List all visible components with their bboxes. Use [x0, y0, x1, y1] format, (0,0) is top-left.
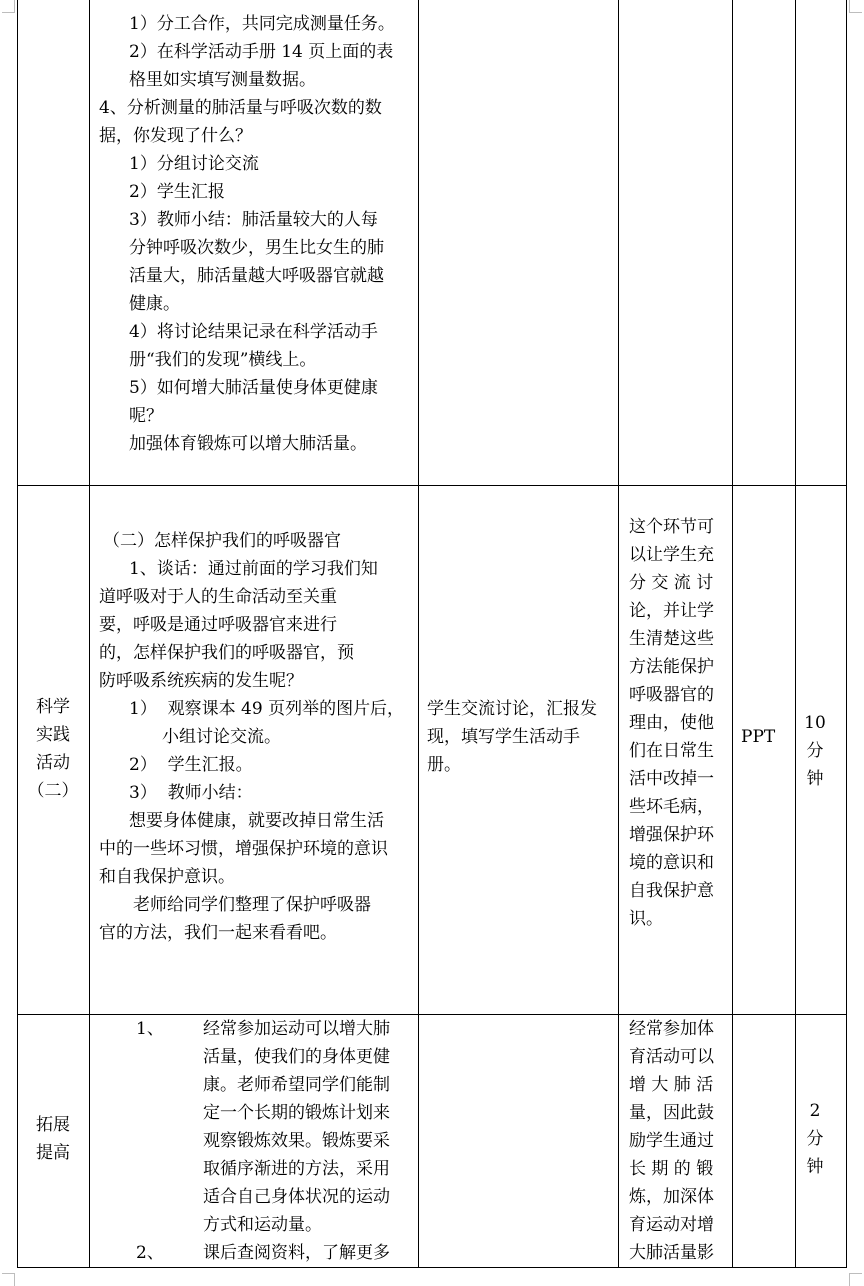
student-activity-line: 现，填写学生活动手 — [427, 727, 580, 747]
student-activity-line: 册。 — [427, 755, 461, 775]
process-line: 2）学生汇报 — [129, 182, 225, 202]
table-border — [618, 0, 619, 1268]
media-label: PPT — [741, 727, 776, 747]
design-intent-line: 识。 — [629, 909, 663, 929]
design-intent-line: 生清楚这些 — [629, 629, 714, 649]
item-number: 2、 — [136, 1243, 164, 1263]
extension-line: 定一个长期的锻炼计划来 — [203, 1103, 390, 1123]
teacher-activity-line: 的，怎样保护我们的呼吸器官，预 — [99, 643, 354, 663]
design-intent-line: 方法能保护 — [629, 657, 714, 677]
design-intent-line: 增强保护环 — [629, 825, 714, 845]
table-border — [795, 0, 796, 1268]
item-number: 1、 — [136, 1019, 164, 1039]
teacher-activity-line: 3） 教师小结： — [129, 783, 253, 803]
design-intent-line: 炼，加深体 — [629, 1187, 714, 1207]
table-border — [418, 0, 419, 1268]
extension-line: 活量，使我们的身体更健 — [203, 1047, 390, 1067]
extension-line: 康。老师希望同学们能制 — [203, 1075, 390, 1095]
time-label — [795, 709, 835, 793]
lesson-plan-table — [17, 0, 847, 1268]
design-intent-line: 育运动对增 — [629, 1215, 714, 1235]
page-corner-mark — [2, 1273, 15, 1286]
teacher-activity-line: 老师给同学们整理了保护呼吸器 — [133, 895, 371, 915]
extension-line: 适合自己身体状况的运动 — [203, 1187, 390, 1207]
design-intent-line: 活中改掉一 — [629, 769, 714, 789]
process-line: 册“我们的发现”横线上。 — [129, 350, 317, 370]
design-intent-line: 以让学生充 — [629, 545, 714, 565]
design-intent-line: 理由，使他 — [629, 713, 714, 733]
table-row-divider — [17, 485, 847, 486]
design-intent-line: 大肺活量影 — [629, 1243, 714, 1263]
process-line: 据，你发现了什么？ — [99, 126, 252, 146]
design-intent-line: 些坏毛病， — [629, 797, 714, 817]
process-line: 格里如实填写测量数据。 — [129, 70, 316, 90]
time-label-line: 钟 — [806, 769, 824, 789]
page-corner-mark — [849, 1273, 862, 1286]
stage-label-line: 实践 — [36, 725, 70, 745]
teacher-activity-line: 要，呼吸是通过呼吸器官来进行 — [99, 615, 337, 635]
teacher-activity-line: （二）怎样保护我们的呼吸器官 — [103, 531, 341, 551]
process-line: 呢？ — [129, 406, 163, 426]
page-corner-mark — [2, 0, 15, 13]
design-intent-line: 增 大 肺 活 — [629, 1075, 714, 1095]
stage-label-line: （二） — [27, 781, 79, 801]
process-line: 分钟呼吸次数少，男生比女生的肺 — [129, 238, 384, 258]
design-intent-line: 励学生通过 — [629, 1131, 714, 1151]
process-line: 1）分组讨论交流 — [129, 154, 259, 174]
design-intent-line: 分 交 流 讨 — [629, 573, 714, 593]
extension-line: 观察锻炼效果。锻炼要采 — [203, 1131, 390, 1151]
stage-label-line: 科学 — [36, 697, 70, 717]
design-intent-line: 们在日常生 — [629, 741, 714, 761]
page-corner-mark — [849, 0, 862, 13]
time-label — [795, 1097, 835, 1181]
process-line: 4、分析测量的肺活量与呼吸次数的数 — [99, 98, 382, 118]
design-intent-line: 经常参加体 — [629, 1019, 714, 1039]
process-line: 活量大，肺活量越大呼吸器官就越 — [129, 266, 384, 286]
extension-line: 课后查阅资料，了解更多 — [203, 1243, 390, 1263]
process-line: 2）在科学活动手册 14 页上面的表 — [129, 42, 394, 62]
stage-label-line: 活动 — [36, 753, 70, 773]
process-line: 健康。 — [129, 294, 180, 314]
teacher-activity-line: 小组讨论交流。 — [162, 727, 281, 747]
teacher-activity-line: 1） 观察课本 49 页列举的图片后， — [129, 699, 405, 719]
time-label-line: 分 — [806, 741, 824, 761]
design-intent-line: 境的意识和 — [629, 853, 714, 873]
design-intent-line: 这个环节可 — [629, 517, 714, 537]
stage-label — [17, 693, 89, 805]
teacher-activity-line: 道呼吸对于人的生命活动至关重 — [99, 587, 337, 607]
table-border — [89, 0, 90, 1268]
table-border — [732, 0, 733, 1268]
process-line: 3）教师小结：肺活量较大的人每 — [129, 210, 378, 230]
teacher-activity-line: 中的一些坏习惯，增强保护环境的意识 — [99, 839, 388, 859]
stage-label — [17, 1111, 89, 1167]
student-activity-line: 学生交流讨论，汇报发 — [427, 699, 597, 719]
design-intent-line: 长 期 的 锻 — [629, 1159, 714, 1179]
teacher-activity-line: 官的方法，我们一起来看看吧。 — [99, 923, 337, 943]
table-row-divider — [17, 1267, 847, 1268]
stage-label-line: 拓展 — [36, 1115, 70, 1135]
design-intent-line: 量，因此鼓 — [629, 1103, 714, 1123]
time-label-line: 钟 — [806, 1157, 824, 1177]
time-label-line: 2 — [809, 1101, 821, 1121]
design-intent-line: 自我保护意 — [629, 881, 714, 901]
table-border — [846, 0, 847, 1268]
teacher-activity-line: 想要身体健康，就要改掉日常生活 — [129, 811, 384, 831]
process-line: 加强体育锻炼可以增大肺活量。 — [129, 434, 367, 454]
extension-line: 方式和运动量。 — [203, 1215, 322, 1235]
teacher-activity-line: 2） 学生汇报。 — [129, 755, 253, 775]
teacher-activity-line: 和自我保护意识。 — [99, 867, 235, 887]
teacher-activity-line: 1、谈话：通过前面的学习我们知 — [129, 559, 378, 579]
time-label-line: 分 — [806, 1129, 824, 1149]
design-intent-line: 论，并让学 — [629, 601, 714, 621]
extension-line: 经常参加运动可以增大肺 — [203, 1019, 390, 1039]
time-label-line: 10 — [804, 713, 826, 733]
process-line: 1）分工合作，共同完成测量任务。 — [129, 14, 395, 34]
extension-line: 取循序渐进的方法，采用 — [203, 1159, 390, 1179]
stage-label-line: 提高 — [36, 1143, 70, 1163]
teacher-activity-line: 防呼吸系统疾病的发生呢？ — [99, 671, 303, 691]
process-line: 5）如何增大肺活量使身体更健康 — [129, 378, 378, 398]
process-line: 4）将讨论结果记录在科学活动手 — [129, 322, 378, 342]
design-intent-line: 呼吸器官的 — [629, 685, 714, 705]
table-border — [17, 0, 18, 1268]
design-intent-line: 育活动可以 — [629, 1047, 714, 1067]
